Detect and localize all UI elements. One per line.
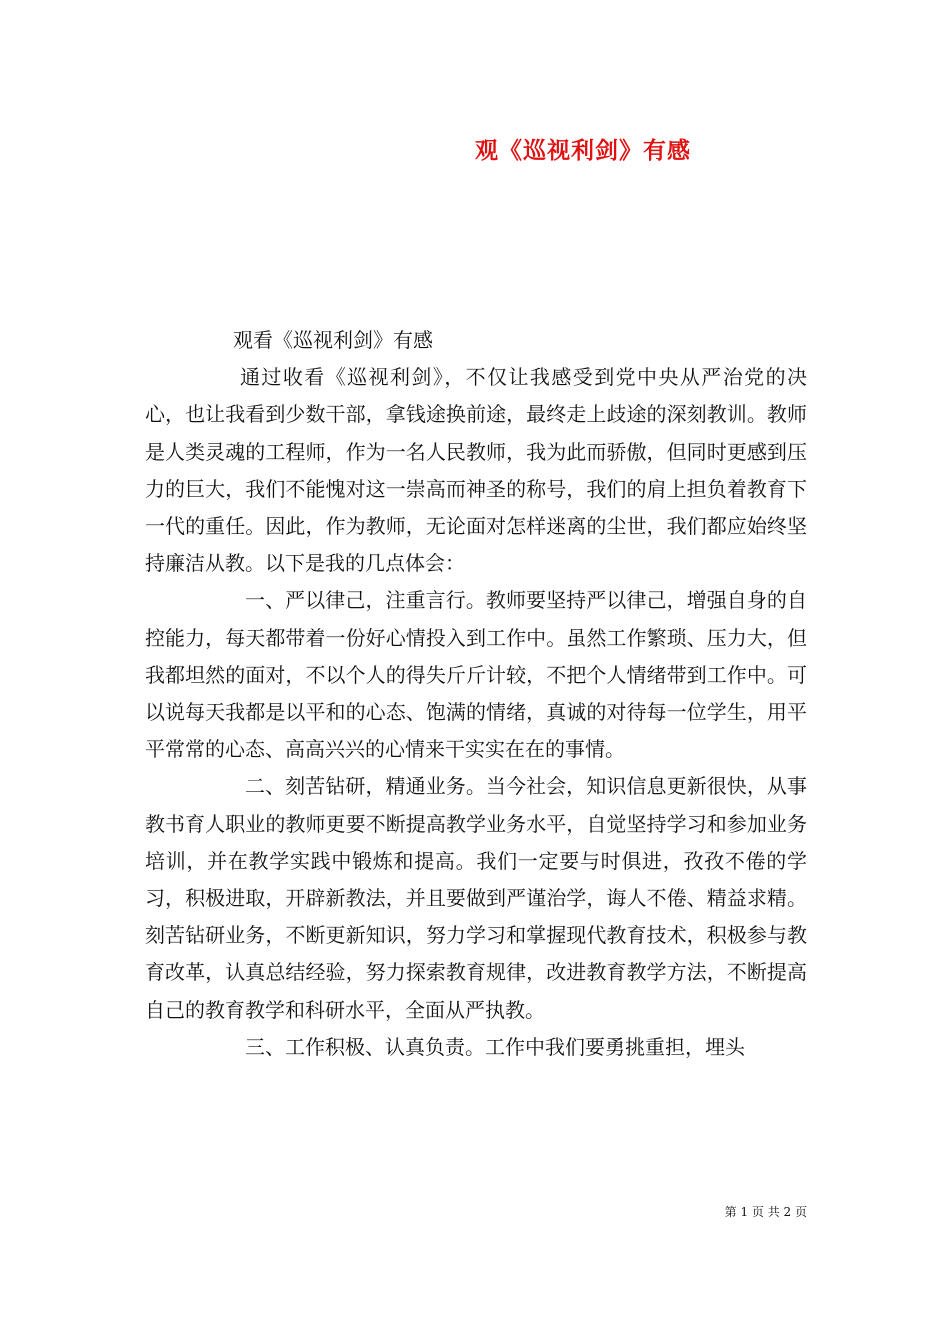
document-title: 观《巡视利剑》有感 bbox=[475, 137, 691, 164]
document-subtitle: 观看《巡视利剑》有感 bbox=[233, 328, 433, 352]
page-number-footer: 第 1 页 共 2 页 bbox=[724, 1205, 807, 1219]
paragraph-point-three: 三、工作积极、认真负责。工作中我们要勇挑重担，埋头 bbox=[245, 1034, 745, 1059]
paragraph-intro: 通过收看《巡视利剑》，不仅让我感受到党中央从严治党的决心，也让我看到少数干部，拿钱途换前途，最终走上歧途的深刻教训。教师是人类灵魂的工程师，作为一名人民教师，我为此而骄傲，但同时更感到压力的巨大，我们不能愧对这一崇高而神圣的称号，我们的肩上担负着教育下一代的重任。因此，作为教师，无论面对怎样迷离的尘世，我们都应始终坚持廉洁从教。以下是我的几点体会： bbox=[145, 365, 807, 576]
paragraph-point-two: 二、刻苦钻研，精通业务。当今社会，知识信息更新很快，从事教书育人职业的教师更要不断提高教学业务水平，自觉坚持学习和参加业务培训，并在教学实践中锻炼和提高。我们一定要与时俱进，孜孜不倦的学习，积极进取，开辟新教法，并且要做到严谨治学，诲人不倦、精益求精。刻苦钻研业务，不断更新知识，努力学习和掌握现代教育技术，积极参与教育改革，认真总结经验，努力探索教育规律，改进教育教学方法，不断提高自己的教育教学和科研水平，全面从严执教。 bbox=[145, 774, 807, 1022]
paragraph-point-one: 一、严以律己，注重言行。教师要坚持严以律己，增强自身的自控能力，每天都带着一份好心情投入到工作中。虽然工作繁琐、压力大，但我都坦然的面对，不以个人的得失斤斤计较，不把个人情绪带到工作中。可以说每天我都是以平和的心态、饱满的情绪，真诚的对待每一位学生，用平平常常的心态、高高兴兴的心情来干实实在在的事情。 bbox=[145, 588, 807, 762]
document-body bbox=[145, 322, 807, 1066]
